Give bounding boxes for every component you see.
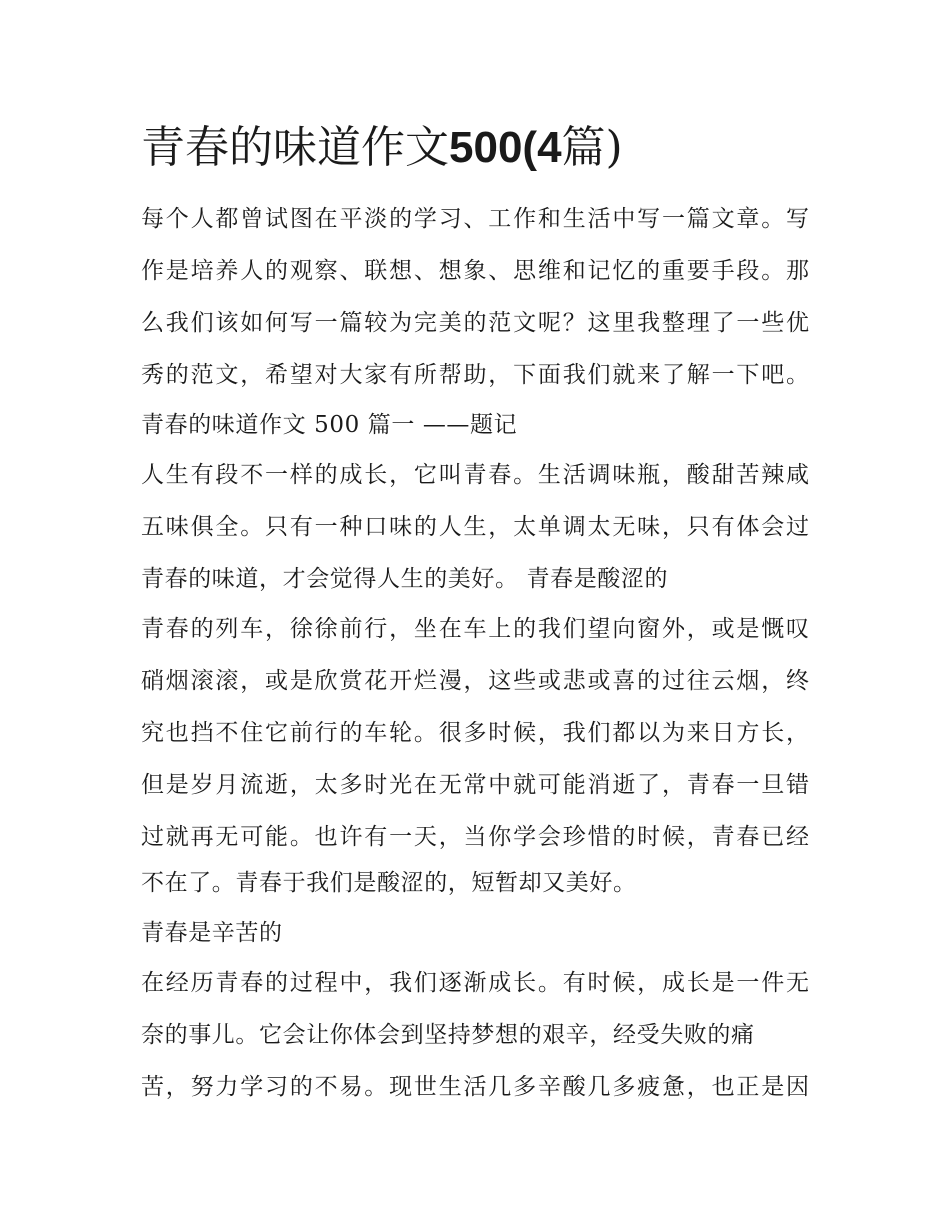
body-line: 奈的事儿。它会让你体会到坚持梦想的艰辛，经受失败的痛: [141, 1022, 755, 1048]
body-line: 么我们该如何写一篇较为完美的范文呢？这里我整理了一些优: [141, 310, 809, 336]
section-heading: 青春是辛苦的: [141, 920, 283, 946]
body-line: 在经历青春的过程中，我们逐渐成长。有时候，成长是一件无: [141, 970, 809, 996]
body-line: 青春的味道，才会觉得人生的美好。 青春是酸涩的: [141, 566, 669, 592]
body-line: 每个人都曾试图在平淡的学习、工作和生活中写一篇文章。写: [141, 206, 809, 232]
title-number: 500(4: [449, 123, 562, 172]
body-line: 作是培养人的观察、联想、想象、思维和记忆的重要手段。那: [141, 258, 809, 284]
body-line: 苦，努力学习的不易。现世生活几多辛酸几多疲惫，也正是因: [141, 1074, 809, 1100]
section-heading: 青春的味道作文 500 篇一 ——题记: [141, 412, 518, 438]
body-line: 硝烟滚滚，或是欣赏花开烂漫，这些或悲或喜的过往云烟，终: [141, 668, 809, 694]
body-line: 不在了。青春于我们是酸涩的，短暂却又美好。: [141, 870, 637, 896]
body-line: 青春的列车，徐徐前行，坐在车上的我们望向窗外，或是慨叹: [141, 616, 809, 642]
title-suffix: 篇): [561, 122, 623, 173]
body-line: 究也挡不住它前行的车轮。很多时候，我们都以为来日方长，: [141, 720, 809, 746]
title-prefix: 青春的味道作文: [141, 122, 449, 173]
body-line: 人生有段不一样的成长，它叫青春。生活调味瓶，酸甜苦辣咸: [141, 462, 809, 488]
body-line: 过就再无可能。也许有一天，当你学会珍惜的时候，青春已经: [141, 824, 809, 850]
body-line: 五味俱全。只有一种口味的人生，太单调太无味，只有体会过: [141, 514, 809, 540]
document-title: [141, 118, 623, 178]
body-line: 但是岁月流逝，太多时光在无常中就可能消逝了，青春一旦错: [141, 772, 809, 798]
body-line: 秀的范文，希望对大家有所帮助，下面我们就来了解一下吧。: [141, 362, 809, 388]
